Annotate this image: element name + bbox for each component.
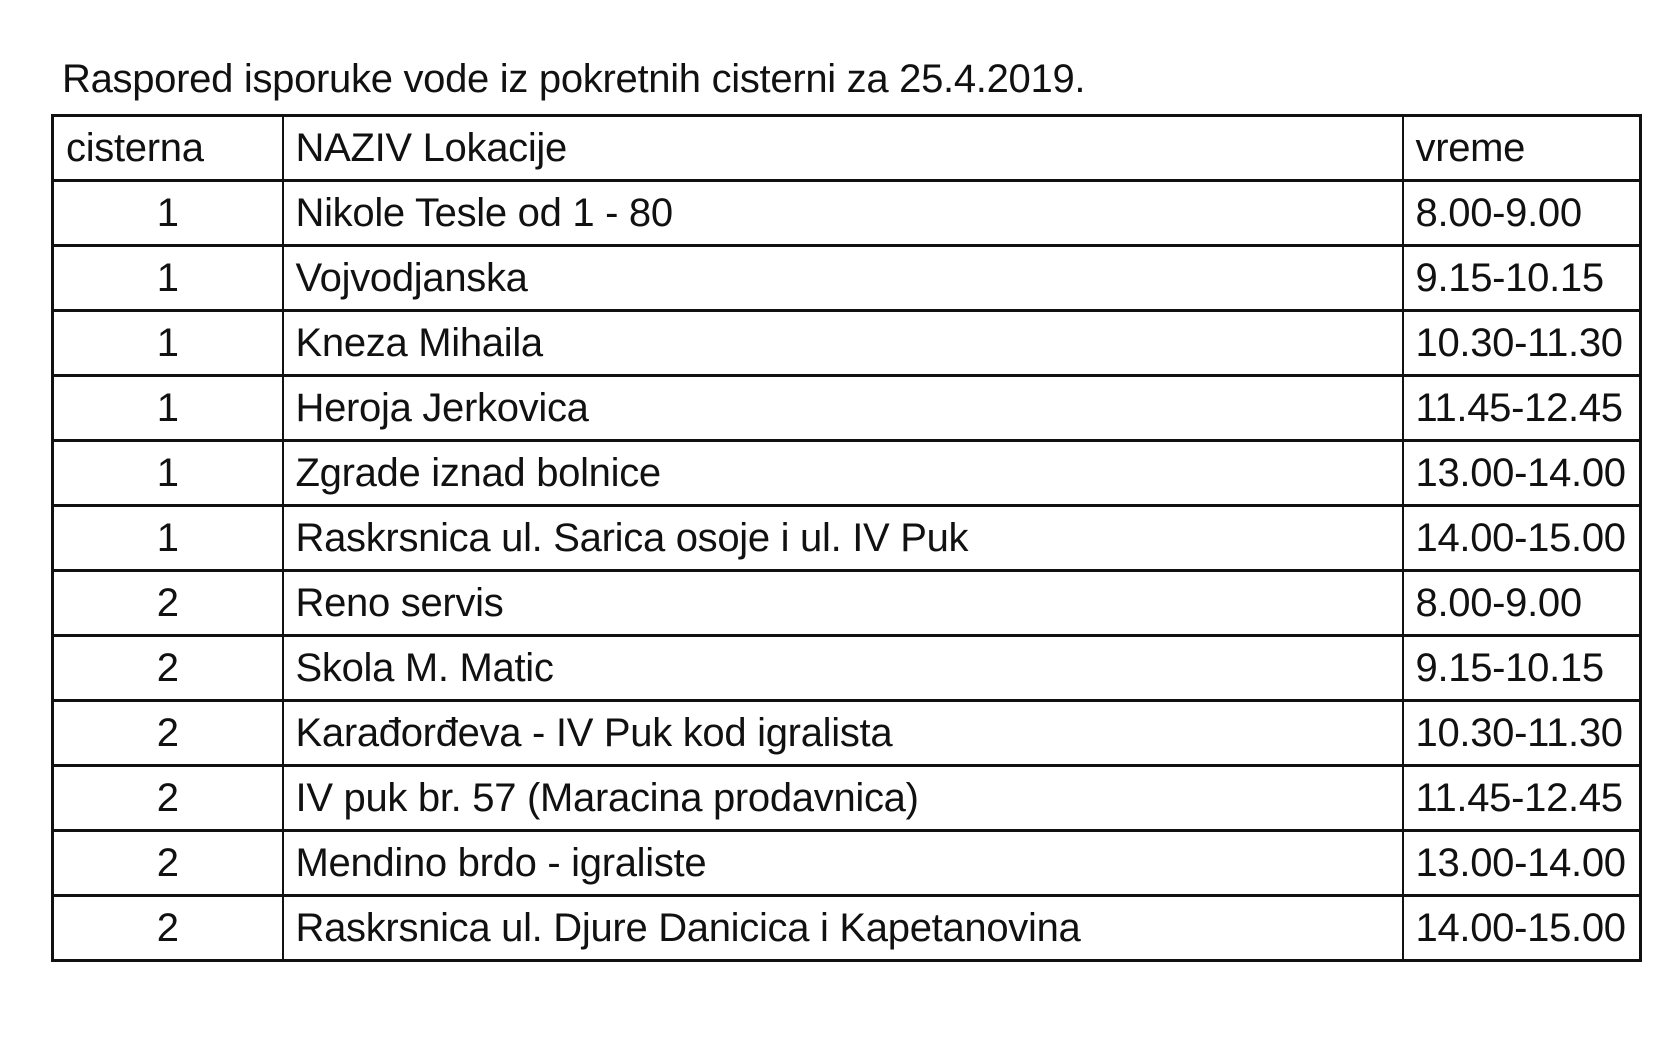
cell-cisterna: 1 — [53, 376, 283, 441]
table-header-row — [53, 116, 1641, 181]
cell-cisterna: 2 — [53, 636, 283, 701]
table-row — [53, 571, 1641, 636]
cell-vreme: 13.00-14.00 — [1403, 831, 1641, 896]
cell-cisterna: 1 — [53, 181, 283, 246]
cell-cisterna: 2 — [53, 831, 283, 896]
table-row — [53, 311, 1641, 376]
cell-lokacija: Reno servis — [283, 571, 1403, 636]
cell-lokacija: Raskrsnica ul. Djure Danicica i Kapetanovina — [283, 896, 1403, 961]
cell-cisterna: 2 — [53, 766, 283, 831]
table-row — [53, 506, 1641, 571]
table-row — [53, 181, 1641, 246]
cell-vreme: 8.00-9.00 — [1403, 571, 1641, 636]
schedule-table — [51, 114, 1642, 962]
cell-cisterna: 1 — [53, 441, 283, 506]
cell-lokacija: Nikole Tesle od 1 - 80 — [283, 181, 1403, 246]
cell-cisterna: 2 — [53, 896, 283, 961]
cell-vreme: 10.30-11.30 — [1403, 311, 1641, 376]
cell-cisterna: 1 — [53, 311, 283, 376]
header-cisterna: cisterna — [53, 116, 283, 181]
cell-vreme: 14.00-15.00 — [1403, 506, 1641, 571]
cell-lokacija: Skola M. Matic — [283, 636, 1403, 701]
cell-lokacija: Kneza Mihaila — [283, 311, 1403, 376]
page-title: Raspored isporuke vode iz pokretnih cisterni za 25.4.2019. — [62, 57, 1086, 101]
cell-vreme: 10.30-11.30 — [1403, 701, 1641, 766]
cell-vreme: 9.15-10.15 — [1403, 246, 1641, 311]
cell-vreme: 11.45-12.45 — [1403, 766, 1641, 831]
cell-lokacija: IV puk br. 57 (Maracina prodavnica) — [283, 766, 1403, 831]
cell-lokacija: Zgrade iznad bolnice — [283, 441, 1403, 506]
cell-lokacija: Heroja Jerkovica — [283, 376, 1403, 441]
cell-cisterna: 1 — [53, 506, 283, 571]
cell-lokacija: Karađorđeva - IV Puk kod igralista — [283, 701, 1403, 766]
cell-vreme: 13.00-14.00 — [1403, 441, 1641, 506]
cell-lokacija: Raskrsnica ul. Sarica osoje i ul. IV Puk — [283, 506, 1403, 571]
table-row — [53, 831, 1641, 896]
cell-cisterna: 1 — [53, 246, 283, 311]
table-row — [53, 441, 1641, 506]
cell-vreme: 9.15-10.15 — [1403, 636, 1641, 701]
cell-lokacija: Vojvodjanska — [283, 246, 1403, 311]
table-row — [53, 246, 1641, 311]
cell-cisterna: 2 — [53, 701, 283, 766]
cell-vreme: 14.00-15.00 — [1403, 896, 1641, 961]
table-row — [53, 701, 1641, 766]
table-row — [53, 376, 1641, 441]
cell-lokacija: Mendino brdo - igraliste — [283, 831, 1403, 896]
table-row — [53, 636, 1641, 701]
table-row — [53, 896, 1641, 961]
cell-vreme: 11.45-12.45 — [1403, 376, 1641, 441]
table-row — [53, 766, 1641, 831]
cell-vreme: 8.00-9.00 — [1403, 181, 1641, 246]
header-naziv-lokacije: NAZIV Lokacije — [283, 116, 1403, 181]
cell-cisterna: 2 — [53, 571, 283, 636]
header-vreme: vreme — [1403, 116, 1641, 181]
